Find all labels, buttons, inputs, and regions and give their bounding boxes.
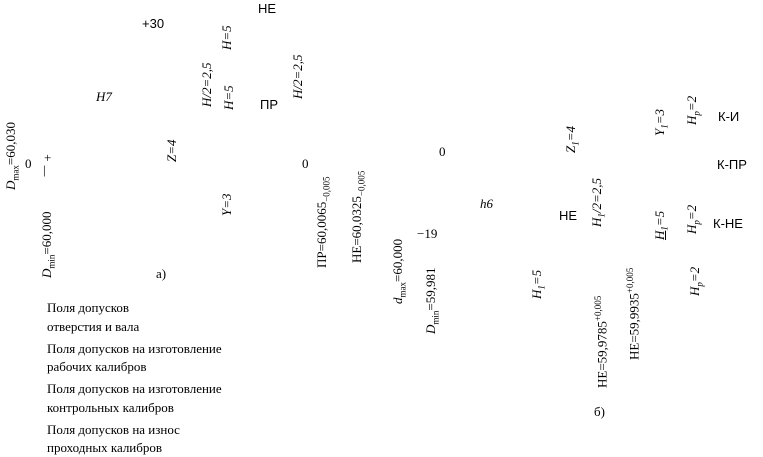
legend-line-6: контрольных калибров [47, 400, 174, 415]
hp-top-label: $H_p=2$ [684, 95, 702, 125]
ne-size-label-b2: $НЕ=59,9935^{+0,005}$ [625, 267, 642, 360]
dmax-label: $D_{max}=60,030$ [3, 122, 21, 190]
ne-size-label-b1: $НЕ=59,9785^{+0,005}$ [593, 295, 610, 388]
h5-top-label: H=5 [219, 25, 234, 50]
y-label: Y=3 [219, 193, 234, 216]
legend-line-2: отверстия и вала [47, 319, 140, 334]
hole-field-label: H7 [96, 89, 112, 104]
legend-line-1: Поля допусков [47, 300, 130, 315]
legend-line-3: Поля допусков на изготовление [47, 341, 222, 356]
legend-line-5: Поля допусков на изготовление [47, 381, 222, 396]
z1-label: $Z_1=4$ [563, 125, 581, 153]
legend-line-7: Поля допусков на износ [47, 422, 180, 437]
zero-line-label-b: 0 [439, 144, 446, 159]
hp-mid-label: $H_p=2$ [684, 204, 702, 234]
h5-mid-label: H=5 [221, 85, 236, 110]
pr-size-label: $ПР=60,0065_{-0,005}$ [314, 176, 332, 268]
h-half-label-1: H/2=2,5 [199, 62, 214, 107]
dmin-label: $D_{min}=60,000$ [39, 211, 57, 278]
hp-bot-label: $H_p=2$ [687, 266, 705, 296]
minus-bar: | [43, 162, 46, 177]
tolerance-minus19: −19 [417, 226, 438, 241]
dmin-shaft-label: $D_{min}=59,981$ [423, 267, 441, 334]
h1-5b-label: $H_1=5$ [652, 210, 670, 240]
h-half-label-2: H/2=2,5 [290, 54, 305, 99]
shaft-field-label: h6 [480, 196, 493, 211]
zero-line-label-a: 0 [25, 156, 32, 171]
h1-5-label: $H_1=5$ [529, 269, 547, 299]
legend-line-8: проходных калибров [47, 440, 163, 455]
y1-label: $Y_1=3$ [652, 108, 670, 136]
ne-size-label: $НЕ=60,0325_{-0,005}$ [349, 170, 367, 263]
legend-line-4: рабочих калибров [47, 359, 147, 374]
h1-half-label: $H_1/2=2,5$ [589, 177, 607, 227]
ne-shaft-gauge-label: НЕ [559, 208, 578, 223]
k-ne-label: К-НЕ [713, 216, 743, 231]
zero-label-a2: 0 [302, 156, 309, 171]
dmax-shaft-label: $d_{max}=60,000$ [390, 238, 408, 304]
caption-b: б) [594, 404, 605, 419]
tolerance-plus30: +30 [142, 16, 165, 31]
k-pr-label: К-ПР [717, 157, 747, 172]
ne-gauge-label: НЕ [258, 1, 277, 16]
plus-sign: + [44, 150, 52, 165]
z-label: Z=4 [164, 139, 179, 162]
pr-gauge-label: ПР [260, 97, 279, 112]
caption-a: а) [156, 266, 167, 281]
k-i-label: К-И [718, 109, 740, 124]
